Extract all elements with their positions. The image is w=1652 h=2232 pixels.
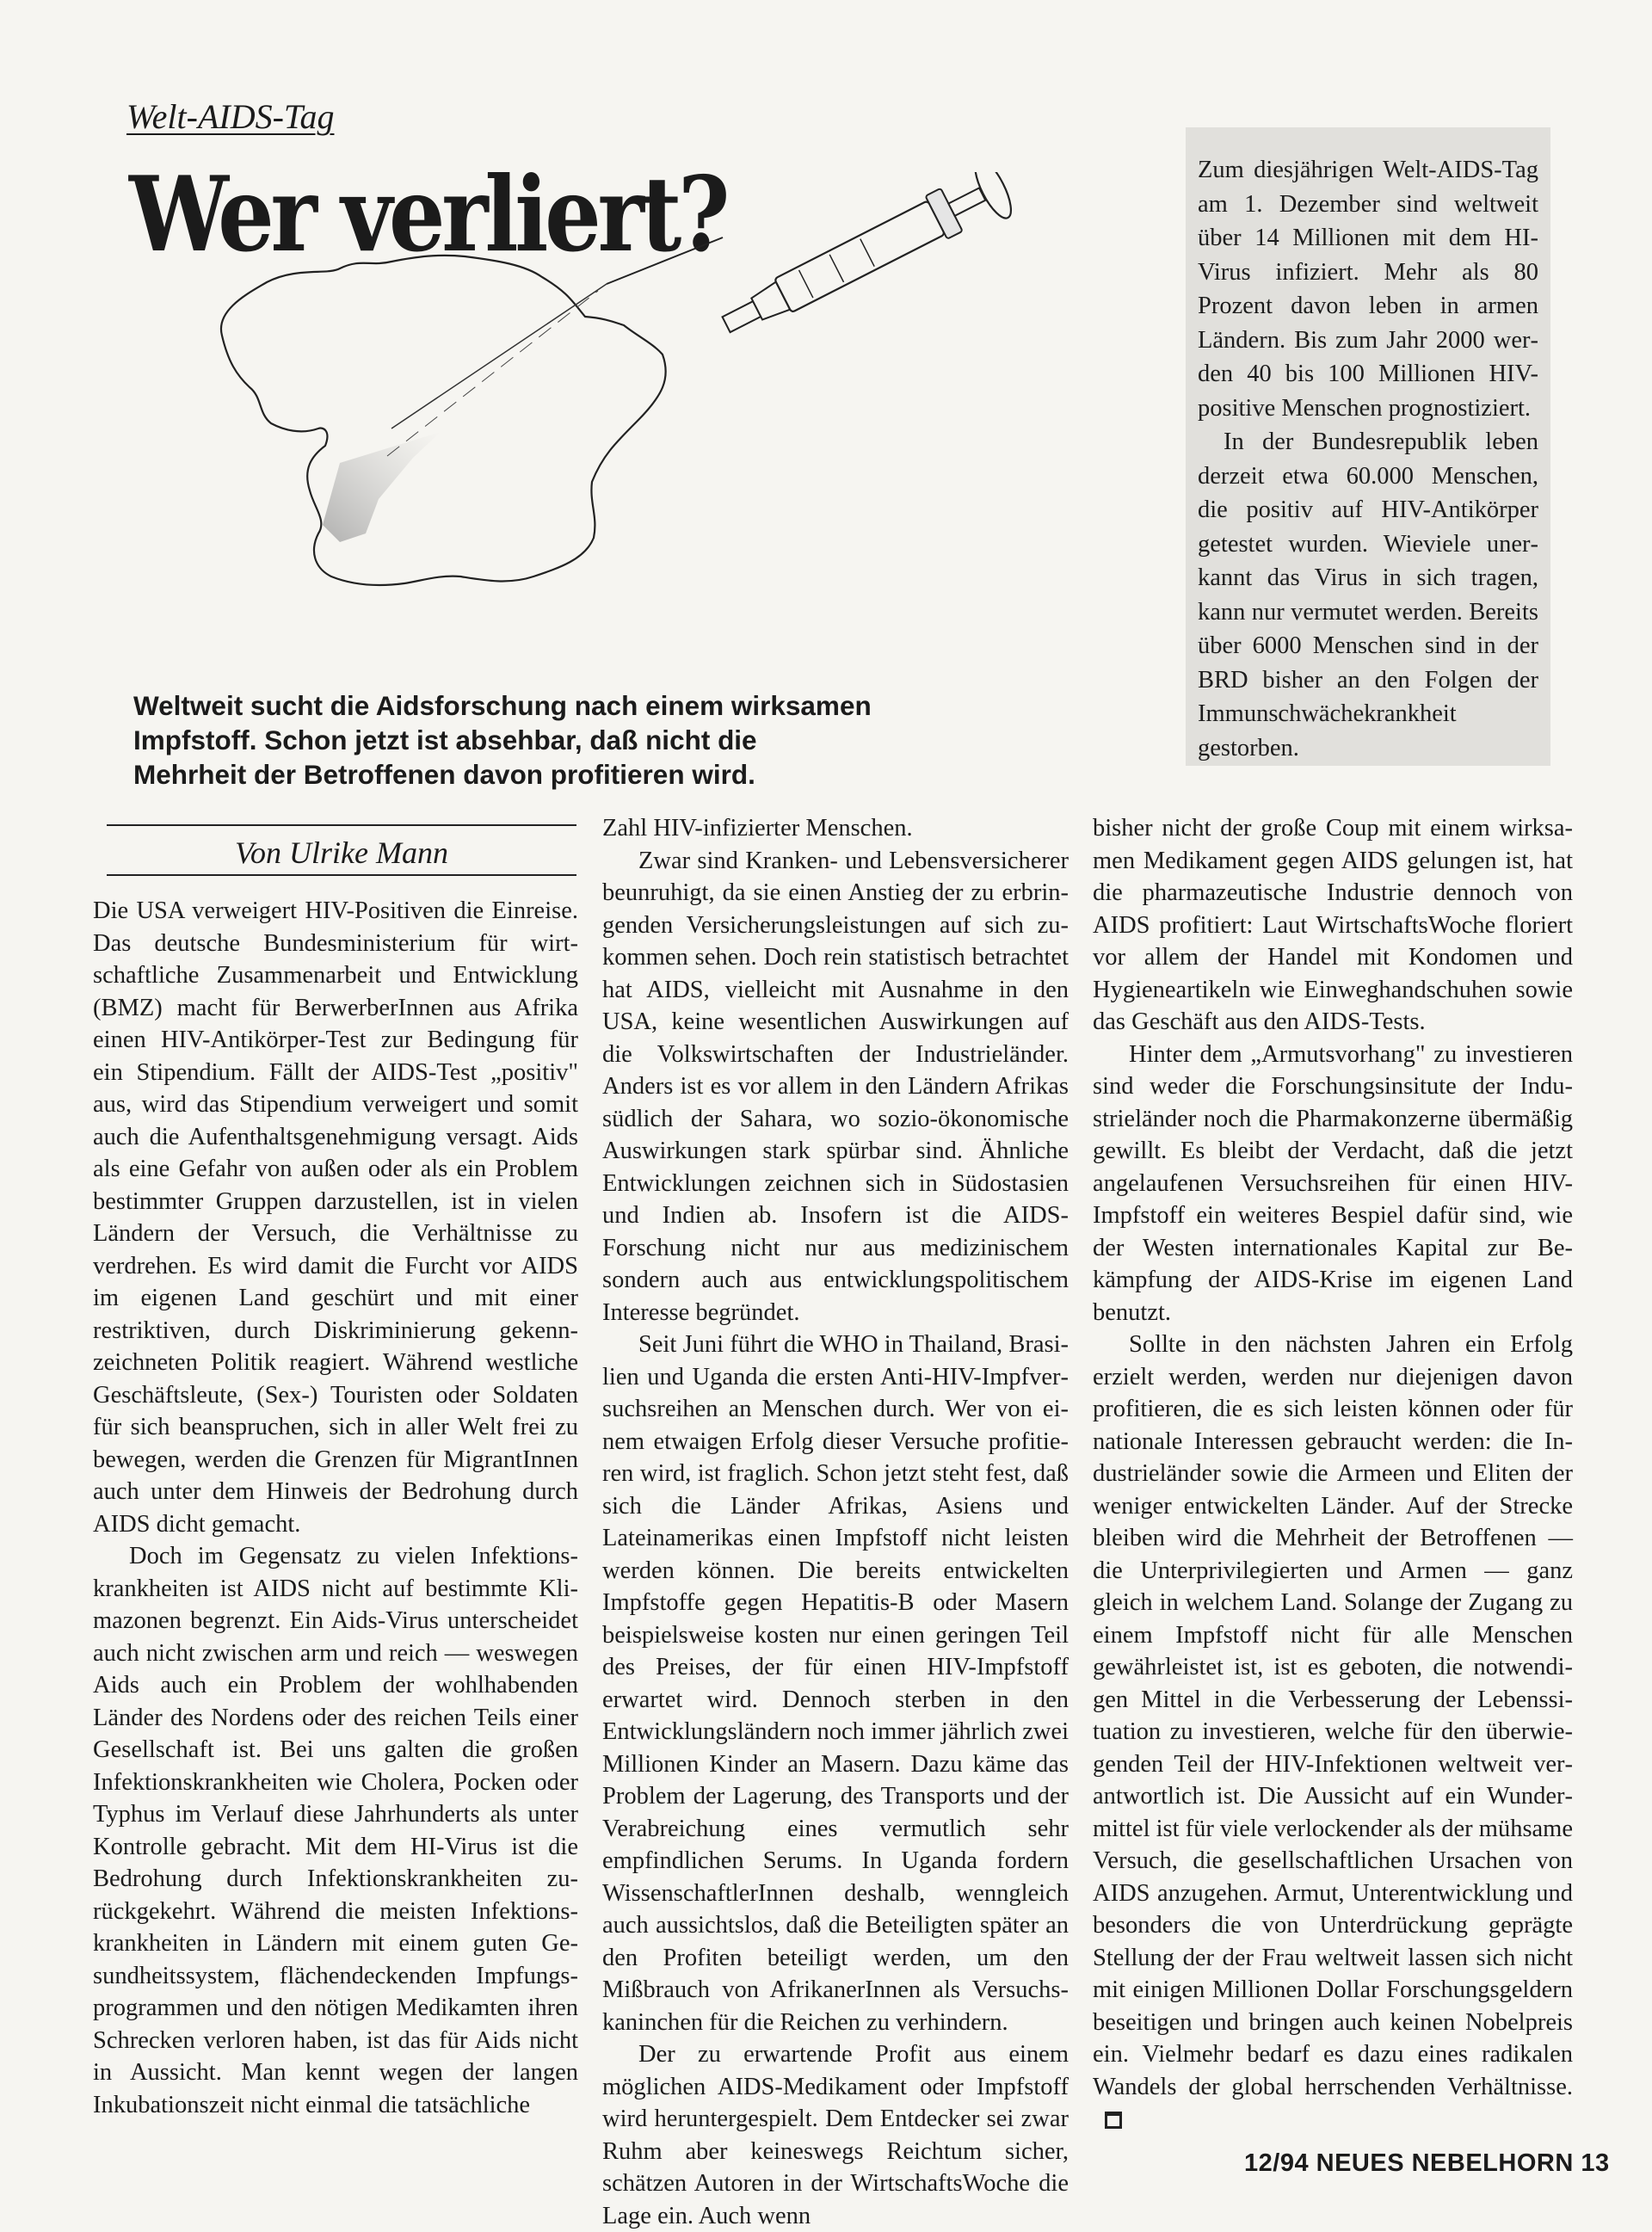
article-paragraph: Hinter dem „Armutsvorhang" zu investieren sind weder die Forschungsinsitute der Industrieländer noch die Pharmakonzerne übermäßig gewillt. Es bleibt der Verdacht, daß die jetzt angelaufenen Versuchsreihen für einen HIV-Impfstoff ein weiteres Bespiel dafür sind, wie der Westen internationales Kapital zur Bekämpfung der AIDS-Krise im eigenen Land benutzt. — [1093, 1040, 1573, 1326]
fact-box — [1186, 127, 1550, 766]
article-paragraph: bisher nicht der große Coup mit einem wirksamen Medikament gegen AIDS gelungen ist, hat die pharmazeutische Industrie dennoch von AIDS profitiert: Laut WirtschaftsWoche floriert vor allem der Handel mit Kondomen und Hygieneartikeln wie Einweghandschuhen sowie das Geschäft aus den AIDS-Tests. — [1093, 815, 1573, 1035]
article-paragraph: Seit Juni führt die WHO in Thailand, Brasilien und Uganda die ersten Anti-HIV-Impfversuchsreihen an Menschen durch. Wer von einem etwaigen Erfolg dieser Versuche profitieren wird, ist fraglich. Schon jetzt steht fest, daß sich die Länder Afrikas, Asiens und Lateinamerikas einen Impfstoff nicht leisten werden können. Die bereits entwickelten Impfstoffe gegen Hepatitis-B oder Masern beispielsweise kosten nur einen geringen Teil des Preises, der für einen HIV-Impfstoff erwartet wird. Dennoch sterben in den Entwicklungsländern noch immer jährlich zwei Millionen Kinder an Masern. Dazu käme das Problem der Lagerung, des Transports und der Verabreichung eines vermutlich sehr empfindlichen Serums. In Uganda fordern WissenschaftlerInnen deshalb, wenngleich auch aussichtslos, daß die Beteiligten später an den Profiten beteiligt werden, um den Mißbrauch von AfrikanerInnen als Versuchskaninchen für die Reichen zu verhindern. — [602, 1331, 1069, 2036]
byline — [107, 824, 576, 876]
page-footer: 12/94 NEUES NEBELHORN 13 — [1244, 2149, 1610, 2177]
article-column-2 — [602, 812, 1069, 2232]
syringe-africa-illustration — [120, 172, 1101, 706]
article-column-3 — [1093, 812, 1573, 2136]
article-paragraph: Der zu erwartende Profit aus einem möglichen AIDS-Medikament oder Impfstoff wird heruntergespielt. Dem Entdecker sei zwar Ruhm aber keineswegs Reichtum sicher, schätzen Autoren in der WirtschaftsWoche die Lage ein. Auch wenn — [602, 2041, 1069, 2229]
article-paragraph-text: Sollte in den nächsten Jahren ein Erfolg erzielt werden, werden nur diejenigen davon profitieren, die es sich leisten können oder für nationale Interessen gebraucht werden: die Industrieländer sowie die Armeen und Eliten der weniger entwickelten Länder. Auf der Strecke bleiben wird die Mehrheit der Betroffenen — die Unterprivilegierten und Armen — ganz gleich in welchem Land. Solange der Zugang zu einem Impfstoff nicht für alle Menschen gewährleistet ist, ist es geboten, die notwendigen Mittel in die Verbesserung der Lebenssituation zu investieren, welche für den überwiegenden Teil der HIV-Infektionen weltweit verantwortlich ist. Die Aussicht auf ein Wundermittel ist für viele verlockender als der mühsame Versuch, die gesellschaftlichen Ursachen von AIDS anzugehen. Armut, Unterentwicklung und besonders die von Unterdrückung geprägte Stellung der der Frau weltweit lassen sich nicht mit einigen Millionen Dollar Forschungsgeldern beseitigen und bringen auch keinen Nobelpreis ein. Vielmehr bedarf es dazu eines radikalen Wandels der global herrschenden Verhältnisse. — [1093, 1331, 1573, 2100]
article-paragraph — [1093, 1329, 1573, 2136]
headline: Wer verliert? — [129, 154, 727, 275]
syringe — [712, 172, 1018, 354]
fact-box-paragraph: In der Bundesrepublik leben derzeit etwa 60.000 Menschen, die positiv auf HIV-Antikörper getestet wurden. Wieviele unerkannt das Virus in sich tragen, kann nur vermutet werden. Bereits über 6000 Menschen sind in der BRD bisher an den Folgen der Immunschwächekrankheit gestorben. — [1198, 429, 1538, 761]
fact-box-paragraph: Zum diesjährigen Welt-AIDS-Tag am 1. Dezember sind weltweit über 14 Millionen mit dem HI-Virus infiziert. Mehr als 80 Prozent davon leben in armen Ländern. Bis zum Jahr 2000 werden 40 bis 100 Millionen HIV-positive Menschen prognostiziert. — [1198, 157, 1538, 422]
author-name: Von Ulrike Mann — [235, 835, 448, 870]
article-paragraph: Doch im Gegensatz zu vielen Infektionskrankheiten ist AIDS nicht auf bestimmte Klimazonen begrenzt. Ein Aids-Virus unterscheidet auch nicht zwischen arm und reich — weswegen Aids auch ein Problem der wohlhabenden Länder des Nordens oder des reichen Teils einer Gesellschaft ist. Bei uns galten die großen Infektionskrankheiten wie Cholera, Pocken oder Typhus im Verlauf diese Jahrhunderts als unter Kontrolle gebracht. Mit dem HI-Virus ist die Bedrohung durch Infektionskrankheiten zurückgekehrt. Während die meisten Infektionskrankheiten in Ländern mit einem guten Gesundheitssystem, flächendeckenden Impfungsprogrammen und den nötigen Medikamten ihren Schrecken verloren haben, ist das für Aids nicht in Aussicht. Man kennt wegen der langen Inkubationszeit nicht einmal die tatsächliche — [93, 1543, 578, 2118]
spray-cloud — [323, 432, 441, 542]
end-mark-icon — [1105, 2112, 1122, 2129]
africa-outline — [221, 256, 666, 585]
article-paragraph: Zahl HIV-infizierter Menschen. — [602, 815, 913, 842]
article-paragraph: Die USA verweigert HIV-Positiven die Einreise. Das deutsche Bundesministerium für wirtschaftliche Zusammenarbeit und Entwicklung (BMZ) macht für BerwerberInnen aus Afrika einen HIV-Antikörper-Test zur Bedingung für ein Stipendium. Fällt der AIDS-Test „positiv" aus, wird das Stipendium verweigert und somit auch die Aufenthaltsgenehmigung versagt. Aids als eine Gefahr von außen oder als ein Problem bestimmter Gruppen darzustellen, ist in vielen Ländern der Versuch, die Verhältnisse zu verdrehen. Es wird damit die Furcht vor AIDS im eigenen Land geschürt und mit einer restriktiven, durch Diskriminierung gekennzeichneten Politik reagiert. Während westliche Geschäftsleute, (Sex-) Touristen oder Soldaten für sich beanspruchen, sich in aller Welt frei zu bewegen, werden die Grenzen für MigrantInnen auch unter dem Hinweis der Bedrohung durch AIDS dicht gemacht. — [93, 897, 578, 1538]
lede: Weltweit sucht die Aidsforschung nach einem wirksamen Impfstoff. Schon jetzt ist absehbar, daß nicht die Mehrheit der Betroffenen davon profitieren wird. — [133, 690, 872, 790]
article-paragraph: Zwar sind Kranken- und Lebensversicherer beunruhigt, da sie einen Anstieg der zu erbringenden Versicherungsleistungen auf sich zukommen sehen. Doch rein statistisch betrachtet hat AIDS, vielleicht mit Ausnahme in den USA, keine wesentlichen Auswirkungen auf die Volkswirtschaften der Industrieländer. Anders ist es vor allem in den Ländern Afrikas südlich der Sahara, wo sozio-ökonomische Auswirkungen stark spürbar sind. Ähnliche Entwicklungen zeichnen sich in Südostasien und Indien ab. Insofern ist die AIDS-Forschung nicht nur aus medizinischem sondern auch aus entwicklungspolitischem Interesse begründet. — [602, 847, 1069, 1326]
article-column-1 — [93, 895, 578, 2121]
section-kicker: Welt-AIDS-Tag — [126, 97, 335, 136]
